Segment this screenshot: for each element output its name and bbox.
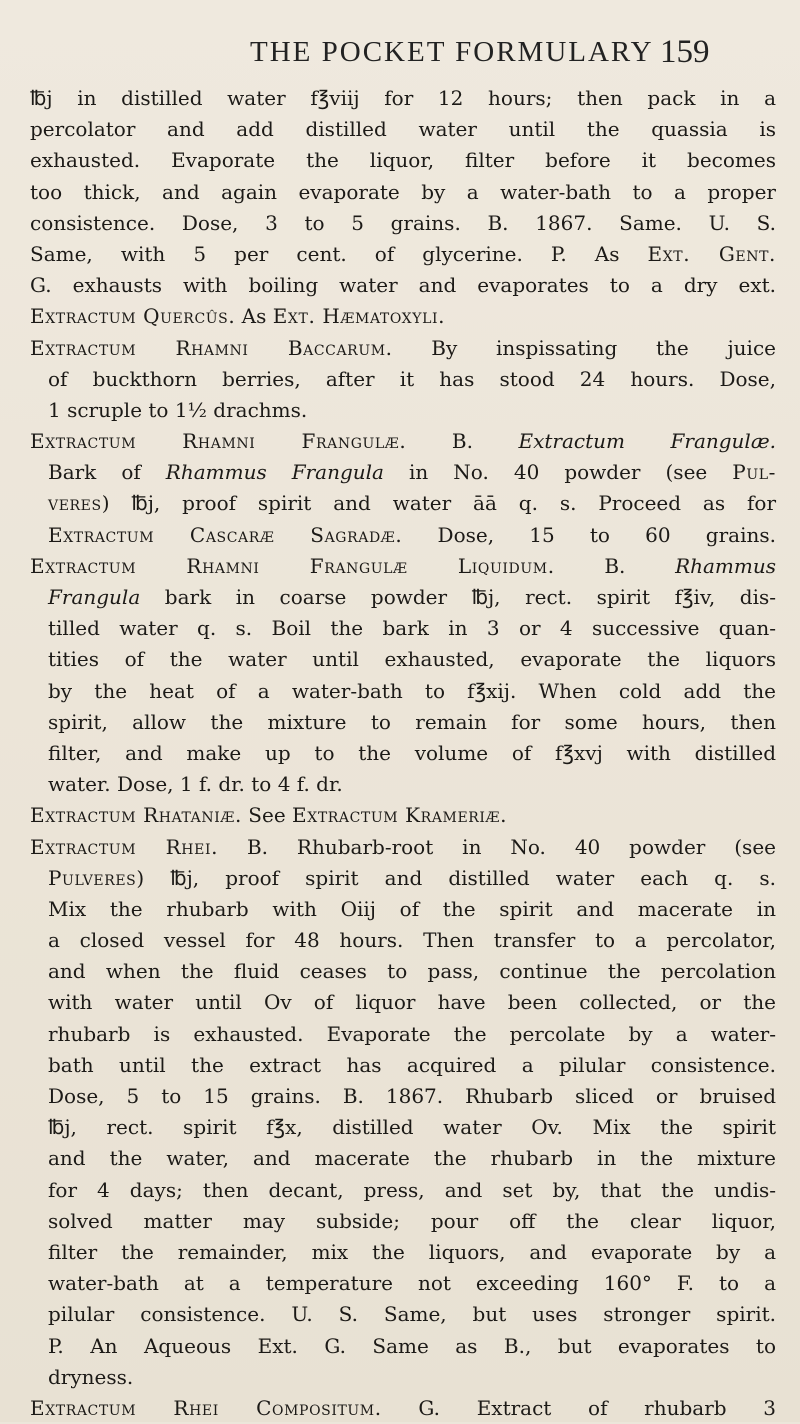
running-header	[0, 16, 800, 76]
entry-title: Extractum Rhamni Baccarum.	[30, 335, 393, 360]
text-line: a closed vessel for 48 hours. Then transfer to a percolator,	[48, 928, 776, 953]
page-number: 159	[660, 34, 710, 70]
text-line: too thick, and again evaporate by a water-bath to a proper	[30, 179, 776, 204]
text-line: solved matter may subside; pour off the clear liquor,	[48, 1208, 776, 1233]
entry-heading-line: Extractum Quercûs. As Ext. Hæmatoxyli.	[30, 304, 446, 329]
text-line: bath until the extract has acquired a pilular consistence.	[48, 1052, 776, 1077]
entry-heading-line: Extractum Rhei. B. Rhubarb-root in No. 40 powder (see	[30, 834, 776, 859]
text-line: Dose, 5 to 15 grains. B. 1867. Rhubarb sliced or bruised	[48, 1084, 776, 1108]
text-line: ℔j, rect. spirit f℥x, distilled water Ov. Mix the spirit	[48, 1115, 776, 1140]
text-line: tilled water q. s. Boil the bark in 3 or 4 successive quan-	[48, 616, 776, 641]
entry-title: Extractum Quercûs.	[30, 304, 236, 329]
header-title: THE POCKET FORMULARY	[250, 36, 654, 68]
page-body-text	[30, 83, 776, 1424]
text-line: water-bath at a temperature not exceeding 160° F. to a	[48, 1271, 776, 1296]
text-line: veres) ℔j, proof spirit and water āā q. s. Proceed as for	[48, 491, 776, 516]
entry-heading-line: Extractum Rhei Compositum. G. Extract of rhubarb 3	[30, 1395, 776, 1420]
text-line: 1 scruple to 1½ drachms.	[48, 397, 308, 422]
entry-title: Extractum Rhataniæ.	[30, 803, 242, 828]
text-line: ℔j in distilled water f℥viij for 12 hours; then pack in a	[30, 86, 776, 110]
text-line: Pulveres) ℔j, proof spirit and distilled water each q. s.	[48, 865, 776, 890]
text-line: pilular consistence. U. S. Same, but uses stronger spirit.	[48, 1302, 776, 1327]
text-line: Frangula bark in coarse powder ℔j, rect. spirit f℥iv, dis-	[48, 585, 776, 609]
entry-heading-line: Extractum Rhamni Baccarum. By inspissating the juice	[30, 335, 776, 360]
text-line: P. An Aqueous Ext. G. Same as B., but evaporates to	[48, 1333, 776, 1358]
entry-heading-line: Extractum Rhamni Frangulæ. B. Extractum Frangulæ.	[30, 429, 776, 454]
text-line: tities of the water until exhausted, evaporate the liquors	[48, 647, 776, 672]
text-line: for 4 days; then decant, press, and set by, that the undis-	[48, 1177, 776, 1202]
entry-heading-line: Extractum Rhamni Frangulæ Liquidum. B. Rhammus	[30, 553, 776, 578]
entry-title: Extractum Rhamni Frangulæ Liquidum.	[30, 553, 555, 578]
text-line: exhausted. Evaporate the liquor, filter before it becomes	[30, 148, 776, 173]
text-line: dryness.	[48, 1364, 134, 1389]
text-line: filter, and make up to the volume of f℥xvj with distilled	[48, 740, 776, 765]
text-line: Same, with 5 per cent. of glycerine. P. As Ext. Gent.	[30, 241, 776, 266]
text-line: filter the remainder, mix the liquors, and evaporate by a	[48, 1239, 776, 1264]
text-line: Mix the rhubarb with Oiij of the spirit and macerate in	[48, 896, 776, 921]
text-line: water. Dose, 1 f. dr. to 4 f. dr.	[48, 772, 343, 797]
entry-title: Extractum Rhei.	[30, 834, 219, 859]
entry-title: Extractum Rhei Compositum.	[30, 1395, 382, 1420]
text-line: of buckthorn berries, after it has stood 24 hours. Dose,	[48, 366, 776, 391]
text-line: G. exhausts with boiling water and evaporates to a dry ext.	[30, 273, 776, 298]
text-line: Bark of Rhammus Frangula in No. 40 powder (see Pul-	[48, 460, 776, 485]
text-line: consistence. Dose, 3 to 5 grains. B. 1867. Same. U. S.	[30, 210, 776, 235]
entry-title: Extractum Rhamni Frangulæ.	[30, 429, 407, 454]
text-line: with water until Ov of liquor have been collected, or the	[48, 990, 776, 1015]
text-line: and when the fluid ceases to pass, continue the percolation	[48, 959, 776, 984]
text-line: by the heat of a water-bath to f℥xij. When cold add the	[48, 678, 776, 703]
text-line: percolator and add distilled water until the quassia is	[30, 117, 776, 142]
text-line: Extractum Cascaræ Sagradæ. Dose, 15 to 60 grains.	[48, 522, 776, 547]
text-line: spirit, allow the mixture to remain for some hours, then	[48, 709, 776, 734]
entry-heading-line: Extractum Rhataniæ. See Extractum Krameriæ.	[30, 803, 508, 828]
text-line: rhubarb is exhausted. Evaporate the percolate by a water-	[48, 1021, 776, 1046]
text-line: and the water, and macerate the rhubarb in the mixture	[48, 1146, 776, 1171]
